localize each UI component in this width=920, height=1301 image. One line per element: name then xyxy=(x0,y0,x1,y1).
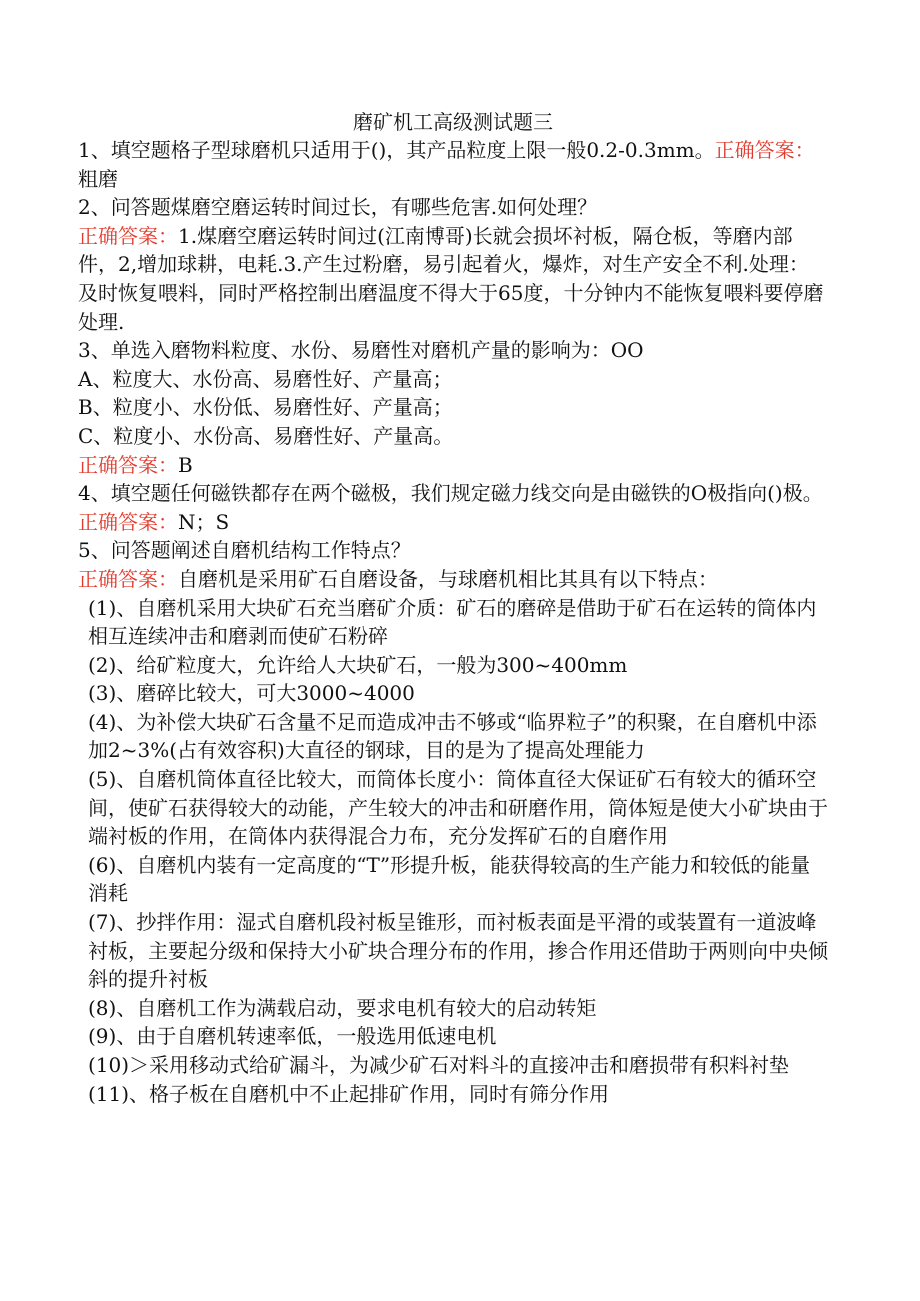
answer-point: (3)、磨碎比较大，可大3000~4000 xyxy=(88,681,415,706)
answer-point: (7)、抄拌作用：湿式自磨机段衬板呈锥形，而衬板表面是平滑的或装置有一道波峰衬板，主要起分级和保持大小矿块合理分布的作用，掺合作用还借助于两则向中央倾斜的提升衬板 xyxy=(88,910,828,992)
answer-label-split-a: 正确答 xyxy=(714,138,775,162)
answer-5-block xyxy=(78,565,828,594)
answer-4-block xyxy=(78,508,828,537)
answer-point: (6)、自磨机内装有一定高度的“T”形提升板，能获得较高的生产能力和较低的能量消耗 xyxy=(88,852,811,906)
answer-point: (4)、为补偿大块矿石含量不足而造成冲击不够或“临界粒子”的积聚，在自磨机中添加2~3%(占有效容积)大直径的钢球，目的是为了提高处理能力 xyxy=(88,709,817,763)
answer-point: (2)、给矿粒度大，允许给人大块矿石，一般为300~400mm xyxy=(88,652,628,677)
answer-point: (9)、由于自磨机转速率低，一般选用低速电机 xyxy=(88,1024,497,1049)
question-1-text: 1、填空题格子型球磨机只适用于()，其产品粒度上限一般0.2-0.3mm。 xyxy=(78,138,715,162)
answer-3-block xyxy=(78,451,828,480)
answer-point: (1)、自磨机采用大块矿石充当磨矿介质：矿石的磨碎是借助于矿石在运转的筒体内相互连续冲击和磨剥而使矿石粉碎 xyxy=(88,595,817,649)
option-c: C、粒度小、水份高、易磨性好、产量高。 xyxy=(78,423,454,448)
document-page xyxy=(78,108,828,1108)
answer-label: 正确答案： xyxy=(78,452,178,477)
answer-3: B xyxy=(178,452,193,477)
question-5: 5、问答题阐述自磨机结构工作特点？ xyxy=(78,538,411,563)
option-b: B、粒度小、水份低、易磨性好、产量高； xyxy=(78,395,453,420)
answer-1: 粗磨 xyxy=(78,166,118,191)
answer-point: (11)、格子板在自磨机中不止起排矿作用，同时有筛分作用 xyxy=(88,1081,610,1106)
answer-2: 1.煤磨空磨运转时间过(江南博哥)长就会损坏衬板，隔仓板，等磨内部件，2,增加球耕，电耗.3.产生过粉磨，易引起着火，爆炸，对生产安全不利.处理：及时恢复喂料，同时严格控制出磨温度不得大于65度，十分钟内不能恢复喂料要停磨处理. xyxy=(78,223,824,334)
document-title: 磨矿机工高级测试题三 xyxy=(353,110,553,134)
answer-point: (5)、自磨机筒体直径比较大，而筒体长度小：筒体直径大保证矿石有较大的循环空间，使矿石获得较大的动能，产生较大的冲击和研磨作用，筒体短是使大小矿块由于端衬板的作用，在筒体内获得混合力布，充分发挥矿石的自磨作用 xyxy=(88,767,828,849)
answer-label: 正确答案： xyxy=(78,509,178,534)
answer-label-split-b: 案： xyxy=(774,138,815,162)
question-4: 4、填空题任何磁铁都存在两个磁极，我们规定磁力线交向是由磁铁的O极指向()极。 xyxy=(78,481,823,506)
answer-4: N；S xyxy=(178,509,230,534)
option-a: A、粒度大、水份高、易磨性好、产量高； xyxy=(78,366,453,391)
answer-2-block xyxy=(78,222,828,336)
answer-point: (8)、自磨机工作为满载启动，要求电机有较大的启动转矩 xyxy=(88,995,597,1020)
answer-label: 正确答案： xyxy=(78,223,178,248)
question-1 xyxy=(78,136,828,193)
answer-label: 正确答案： xyxy=(78,566,178,591)
question-2: 2、问答题煤磨空磨运转时间过长，有哪些危害.如何处理？ xyxy=(78,195,598,220)
answer-point: (10)＞采用移动式给矿漏斗，为减少矿石对料斗的直接冲击和磨损带有积料衬垫 xyxy=(88,1053,790,1077)
answer-5-intro: 自磨机是采用矿石自磨设备，与球磨机相比其具有以下特点： xyxy=(178,566,718,591)
question-3: 3、单选入磨物料粒度、水份、易磨性对磨机产量的影响为：OO xyxy=(78,338,644,363)
